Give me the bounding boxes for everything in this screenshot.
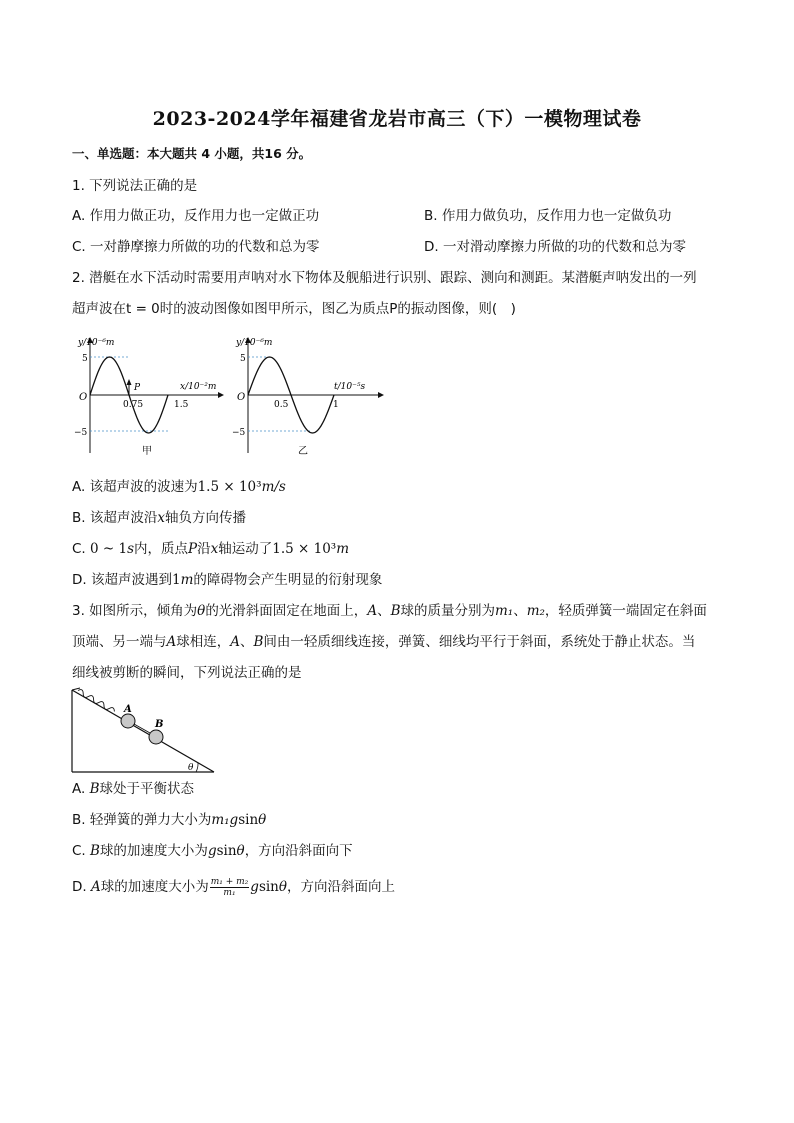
q3-option-c: C. B球的加速度大小为gsinθ，方向沿斜面向下	[72, 843, 353, 859]
q1-option-b: B. 作用力做负功，反作用力也一定做负功	[424, 208, 672, 224]
graph-a-x-mid: 0.75	[123, 400, 144, 410]
graph-b-y-bottom: −5	[232, 428, 246, 438]
graph-a-y-label: y/10⁻⁶m	[78, 338, 115, 348]
figure-label-theta: θ	[188, 763, 194, 773]
page-title: 2023-2024学年福建省龙岩市高三（下）一模物理试卷	[152, 108, 642, 130]
graph-a-x-label: x/10⁻²m	[180, 382, 217, 392]
q1-options-row1	[72, 207, 722, 225]
graph-b-x-label: t/10⁻⁵s	[334, 382, 366, 392]
q3-option-b: B. 轻弹簧的弹力大小为m₁gsinθ	[72, 812, 267, 828]
graph-b-origin: O	[237, 392, 246, 403]
graph-a-caption: 甲	[142, 446, 152, 457]
graph-b-x-end: 1	[333, 400, 339, 410]
q1-option-c: C. 一对静摩擦力所做的功的代数和总为零	[72, 239, 320, 255]
graph-a-x-end: 1.5	[174, 400, 189, 410]
q1-options-row2	[72, 238, 722, 256]
q2-option-a: A. 该超声波的波速为1.5 × 10³m/s	[72, 479, 286, 495]
graph-a-origin: O	[79, 392, 88, 403]
fraction: $\frac{\text{m₁ + m₂}}{\text{m₁}}$	[210, 876, 249, 898]
graph-a-y-bottom: −5	[74, 428, 88, 438]
graph-b-y-top: 5	[240, 354, 246, 364]
q1-option-d: D. 一对滑动摩擦力所做的功的代数和总为零	[424, 239, 686, 255]
q2-stem-line1: 2. 潜艇在水下活动时需要用声呐对水下物体及舰船进行识别、跟踪、测向和测距。某潜艇声呐发出的一列	[72, 270, 697, 286]
q3-stem-line2: 顶端、另一端与A球相连，A、B间由一轻质细线连接，弹簧、细线均平行于斜面，系统处于静止状态。当	[72, 634, 696, 650]
q2-option-d: D. 该超声波遇到1m的障碍物会产生明显的衍射现象	[72, 572, 383, 588]
q1-option-a: A. 作用力做正功，反作用力也一定做正功	[72, 208, 320, 224]
q1-stem: 1. 下列说法正确的是	[72, 178, 198, 194]
q3-option-a: A. B球处于平衡状态	[72, 781, 195, 797]
q3-option-d: D. A球的加速度大小为 $\frac{\text{m₁ + m₂}}{\text{m₁}}$ gsinθ，方向沿斜面向上	[72, 876, 396, 898]
q2-graph-b	[228, 335, 388, 460]
graph-a-y-top: 5	[82, 354, 88, 364]
figure-label-b: B	[155, 719, 164, 730]
q2-option-c: C. 0 ~ 1s内，质点P沿x轴运动了1.5 × 10³m	[72, 541, 350, 557]
graph-b-x-mid: 0.5	[274, 400, 289, 410]
q2-option-b: B. 该超声波沿x轴负方向传播	[72, 510, 246, 526]
q3-stem-line3: 细线被剪断的瞬间，下列说法正确的是	[72, 665, 302, 681]
q3-stem-line1: 3. 如图所示，倾角为θ的光滑斜面固定在地面上，A、B球的质量分别为m₁、m₂，轻质弹簧一端固定在斜面	[72, 603, 707, 619]
graph-b-caption: 乙	[298, 446, 308, 457]
figure-label-a: A	[124, 704, 132, 715]
section-heading: 一、单选题：本大题共 4 小题，共16 分。	[72, 146, 312, 161]
graph-a-point-p: P	[134, 383, 141, 393]
q2-graph-a	[70, 335, 230, 460]
q3-incline-figure	[68, 686, 218, 776]
q2-stem-line2: 超声波在t = 0时的波动图像如图甲所示，图乙为质点P的振动图像，则( )	[72, 301, 516, 317]
graph-b-y-label: y/10⁻⁶m	[236, 338, 273, 348]
